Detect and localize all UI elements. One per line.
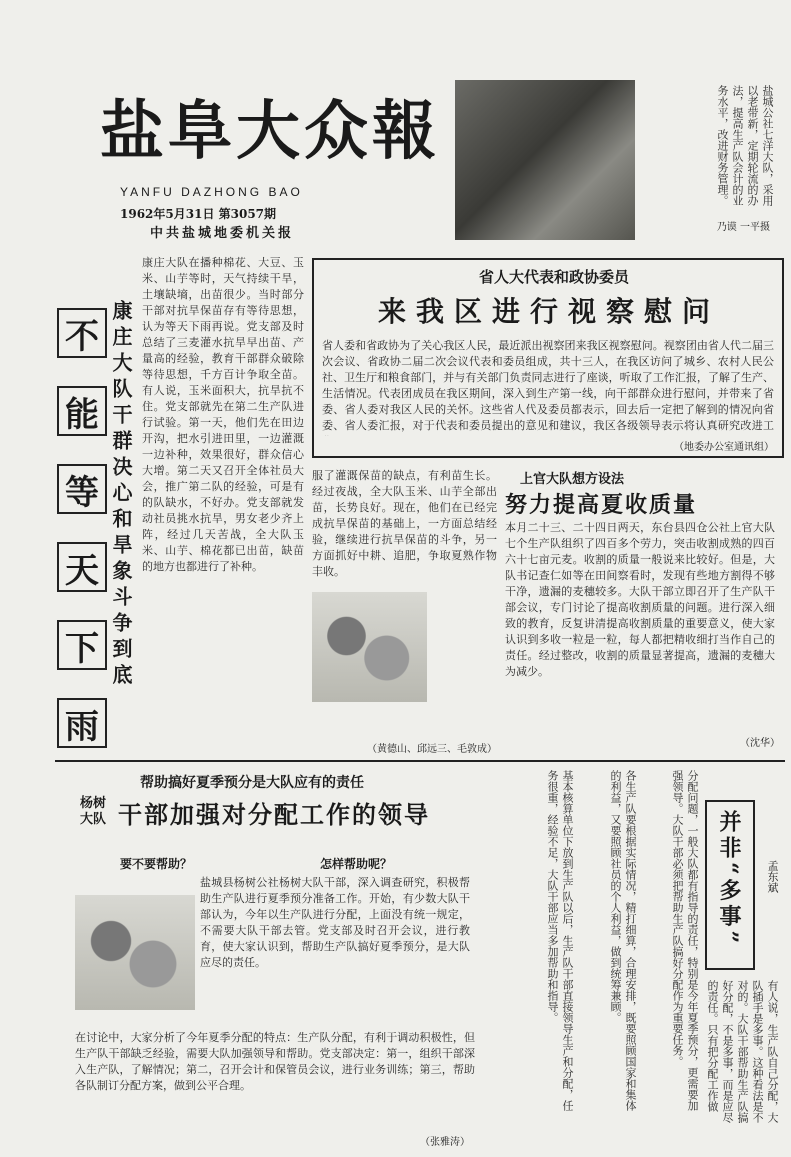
vertical-column-2: 各生产队要根据实际情况，精打细算，合理安排，既要照顾国家和集体的利益，又要照顾社员的个人利益，做到统筹兼顾。 — [609, 770, 637, 1111]
meeting-illustration — [75, 895, 195, 1010]
essay-author: 孟东斌 — [766, 860, 779, 893]
distribution-closing: （张雅涛） — [420, 1137, 470, 1148]
masthead-pinyin: YANFU DAZHONG BAO — [120, 185, 303, 199]
headline-char: 能 — [57, 386, 107, 436]
distribution-tag: 杨树大队 — [80, 796, 107, 827]
distribution-sub2: 怎样帮助呢？ — [320, 857, 393, 871]
section-divider — [55, 760, 785, 762]
vertical-column-3: 分配问题，一般大队都有指导的责任，特别是今年夏季预分，更需要加强领导。大队干部必须把帮助生产队搞好分配作为重要任务。 — [671, 770, 699, 1111]
vertical-column-1: 基本核算单位下放到生产队以后，生产队干部直接领导生产和分配，任务很重，经验不足，大队干部应当多加帮助和指导。 — [546, 770, 574, 1111]
headline-char: 天 — [57, 542, 107, 592]
distribution-body1: 盐城县杨树公社杨树大队干部，深入调查研究，积极帮助生产队进行夏季预分准备工作。开始，有少数大队干部认为，今年以生产队进行分配，上面没有统一规定，不需要大队干部去管。党支部及时召开会议，进行教育，使大家认识到，帮助生产队搞好夏季预分，是大队应尽的责任。 — [200, 876, 470, 969]
headline-char: 等 — [57, 464, 107, 514]
irrigation-illustration — [312, 592, 427, 702]
photo-credit: 乃谟 一平摄 — [716, 222, 770, 233]
shangguan-body: 本月二十三、二十四日两天，东台县四仓公社上官大队七个生产队组织了四百多个劳力，突击收割成熟的四百六十七亩元麦。收割的质量一般说来比较好。但是，大队书记查仁如等在田间察看时，发现有些地方割得不够干净，遗漏的麦穗较多。大队干部立即召开了生产队干部会议，专门讨论了提高收割质量的问题。进行深入细致的教育，反复讲清提高收割质量的重要意义，使大家认识到多收一粒是一粒，每人都把精收细打当作自己的责任。经过整改，收割的质量显著提高，遗漏的麦穗大为减少。 — [505, 521, 775, 678]
masthead-date-issue: 1962年5月31日 第3057期 — [120, 207, 277, 221]
headline-char: 不 — [57, 308, 107, 358]
distribution-sub1: 要不要帮助？ — [120, 857, 193, 871]
shangguan-headline: 努力提高夏收质量 — [505, 492, 698, 518]
shangguan-kicker: 上官大队想方设法 — [520, 472, 625, 487]
top-photo — [455, 80, 635, 240]
visit-source: （地委办公室通讯组） — [674, 442, 774, 453]
rain-subhead: 康庄大队干群决心和旱象斗争到底 — [109, 300, 133, 690]
visit-kicker: 省人大代表和政协委员 — [478, 268, 629, 286]
visit-body: 省人委和省政协为了关心我区人民，最近派出视察团来我区视察慰问。视察团由省人代二届三次会议、省政协二届二次会议代表和委员组成，共十三人，在我区访问了城乡、农村人民公社、卫生厅和粮食部门，并与有关部门负责同志进行了座谈，听取了工作汇报，了解了生产、生活情况。代表团成员在我区期间，深入到生产第一线，向干部群众进行慰问，并带来了省委、省人委对我区人民的关怀。这些省人代及委员都表示，回去后一定把了解到的情况向省委、省人委汇报，对于代表和委员提出的意见和建议，我区各级领导表示将认真研究改进工 — [322, 339, 774, 432]
headline-char: 下 — [57, 620, 107, 670]
shangguan-closing: （沈华） — [740, 738, 780, 749]
masthead-title: 盐阜大众報 — [100, 94, 440, 169]
visit-headline: 来我区进行视察慰问 — [377, 295, 720, 328]
distribution-kicker: 帮助搞好夏季预分是大队应有的责任 — [140, 775, 364, 791]
rain-headline — [57, 308, 107, 776]
distribution-headline: 干部加强对分配工作的领导 — [118, 800, 430, 829]
rain-body: 康庄大队在播种棉花、大豆、玉米、山芋等时，天气持续干旱，土壤缺墒，出苗很少。当时部分干部对抗旱保苗存有等待思想，认为等天下雨再说。党支部及时总结了三麦灌水抗旱早出苗、产量高的经验，教育干部群众破除等待思想，千方百计争取全苗。有人说，玉米面积大，抗旱抗不住。党支部就先在第二生产队进行试验。第一天，他们先在田边开沟，把水引进田里，一边灌溉一边补种，效果很好，群众信心大增。第二天又召开全体社员大会，推广第二队的经验，可是有的队缺水，不好办。党支部就发动社员挑水抗旱，男女老少齐上阵，经过几天苦战，全大队玉米、山芋、棉花都已出苗，缺苗的地方也都进行了补种。 — [142, 256, 304, 573]
photo-caption: 盐城公社七洋大队，采用以老带新，定期轮流的办法，提高生产队会计的业务水平，改进财务管理。 — [716, 85, 774, 206]
essay-body: 有人说，生产队自己分配，大队插手是多事。这种看法是不对的。大队干部帮助生产队搞好分配，不是多事，而是应尽的责任。只有把分配工作做 — [706, 980, 779, 1123]
distribution-body2: 在讨论中，大家分析了今年夏季分配的特点：生产队分配，有利于调动积极性，但生产队干部缺乏经验，需要大队加强领导和帮助。党支部决定：第一，组织干部深入生产队，了解情况；第二，召开会计和保管员会议，进行业务训练；第三，帮助各队制订分配方案，做到公平合理。 — [75, 1031, 475, 1092]
drought-cont-body: 服了灌溉保苗的缺点，有利苗生长。经过夜战，全大队玉米、山芋全部出苗，长势良好。现在，他们在已经完成抗旱保苗的基础上，一方面总结经验，继续进行抗旱保苗的斗争，另一方面抓好中耕、追肥，争取夏熟作物丰收。 — [312, 469, 497, 578]
headline-char: 雨 — [57, 698, 107, 748]
essay-title: 并非“多事” — [716, 810, 742, 948]
essay-box — [705, 800, 755, 970]
visit-box — [312, 258, 784, 458]
drought-cont-credit: （黄德山、邱远三、毛敦成） — [367, 744, 497, 755]
masthead-publisher: 中共盐城地委机关报 — [150, 226, 295, 241]
